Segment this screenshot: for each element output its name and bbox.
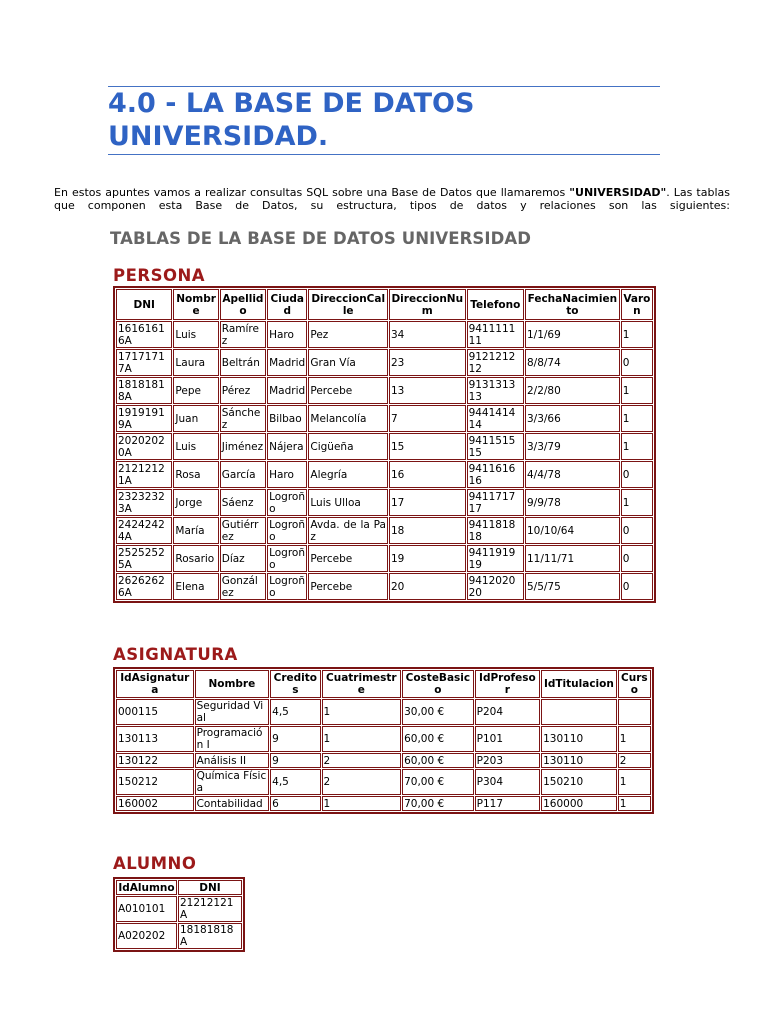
table-row [116,573,653,600]
table-cell: 60,00 € [402,753,474,768]
table-cell: P304 [475,769,540,795]
asignatura-header-cell: IdProfesor [475,670,540,698]
table-cell: 13 [389,377,466,404]
table-cell: P203 [475,753,540,768]
table-cell: 130110 [541,726,617,752]
table-cell: 941181818 [467,517,524,544]
table-row [116,769,651,795]
asignatura-header-cell: Nombre [195,670,270,698]
table-cell: Luis [173,433,218,460]
table-row [116,489,653,516]
table-cell: 1 [621,377,653,404]
table-cell [618,699,651,725]
table-cell: 25252525A [116,545,172,572]
table-cell: 34 [389,321,466,348]
table-cell: 130113 [116,726,194,752]
table-cell: Rosa [173,461,218,488]
table-cell: 150210 [541,769,617,795]
table-cell: 4/4/78 [525,461,620,488]
table-cell: 23232323A [116,489,172,516]
table-cell: 912121212 [467,349,524,376]
table-cell: 941171717 [467,489,524,516]
asignatura-header-cell: Curso [618,670,651,698]
table-cell: A020202 [116,923,177,949]
table-cell: Rosario [173,545,218,572]
table-cell: 1 [621,405,653,432]
table-cell: Logroño [267,517,307,544]
table-cell: 1/1/69 [525,321,620,348]
table-row [116,545,653,572]
intro-db-name: "UNIVERSIDAD" [569,186,667,199]
table-cell: Química Física [195,769,270,795]
section-subtitle: TABLAS DE LA BASE DE DATOS UNIVERSIDAD [110,229,532,248]
table-cell: Pérez [220,377,266,404]
table-cell: 941191919 [467,545,524,572]
table-cell: 1 [618,726,651,752]
table-cell: Análisis II [195,753,270,768]
asignatura-header-cell: Creditos [270,670,320,698]
asignatura-header-cell: CosteBasico [402,670,474,698]
alumno-header-row [116,880,242,895]
persona-header-cell: Nombre [173,289,218,320]
table-cell: 23 [389,349,466,376]
intro-text-before: En estos apuntes vamos a realizar consultas SQL sobre una Base de Datos que llamaremos [54,186,570,199]
table-row [116,896,242,922]
table-cell: 0 [621,573,653,600]
table-cell: 130110 [541,753,617,768]
table-cell: 000115 [116,699,194,725]
table-cell: 941161616 [467,461,524,488]
table-cell: Percebe [308,545,388,572]
table-cell: Melancolía [308,405,388,432]
table-cell: 1 [322,699,402,725]
table-cell: 7 [389,405,466,432]
table-cell: 20 [389,573,466,600]
persona-header-cell: Telefono [467,289,524,320]
table-cell: Gutiérrez [220,517,266,544]
table-cell: Bilbao [267,405,307,432]
table-cell: Elena [173,573,218,600]
table-cell: Luis Ulloa [308,489,388,516]
table-cell: 21212121A [116,461,172,488]
table-cell: 18181818A [178,923,242,949]
table-cell: 5/5/75 [525,573,620,600]
table-cell: 9 [270,726,320,752]
asignatura-header-cell: Cuatrimestre [322,670,402,698]
table-row [116,377,653,404]
table-cell: Sáenz [220,489,266,516]
table-cell: 60,00 € [402,726,474,752]
alumno-table [113,877,245,952]
table-cell: 3/3/66 [525,405,620,432]
persona-table-body [116,289,653,600]
asignatura-title: ASIGNATURA [113,645,238,664]
alumno-table-body [116,880,242,949]
table-cell: 1 [618,769,651,795]
table-row [116,923,242,949]
alumno-title: ALUMNO [113,854,197,873]
table-row [116,433,653,460]
table-cell: 913131313 [467,377,524,404]
asignatura-table-body [116,670,651,811]
table-cell: 1 [322,726,402,752]
table-cell: 70,00 € [402,769,474,795]
table-cell: 16 [389,461,466,488]
table-cell: Madrid [267,377,307,404]
table-row [116,726,651,752]
table-cell: 944141414 [467,405,524,432]
table-cell: 19 [389,545,466,572]
table-cell: Programación I [195,726,270,752]
table-cell: Cigüeña [308,433,388,460]
table-cell: Jorge [173,489,218,516]
table-row [116,405,653,432]
table-cell: 20202020A [116,433,172,460]
table-cell: 130122 [116,753,194,768]
table-row [116,753,651,768]
persona-header-cell: Ciudad [267,289,307,320]
table-cell: 941202020 [467,573,524,600]
table-cell [541,699,617,725]
table-cell: Logroño [267,489,307,516]
table-row [116,349,653,376]
table-cell: 150212 [116,769,194,795]
table-row [116,321,653,348]
table-cell: 3/3/79 [525,433,620,460]
alumno-header-cell: DNI [178,880,242,895]
table-cell: Luis [173,321,218,348]
table-cell: Pepe [173,377,218,404]
table-cell: 0 [621,517,653,544]
asignatura-table [113,667,654,814]
table-cell: 9/9/78 [525,489,620,516]
table-cell: P117 [475,796,540,811]
table-cell: 941151515 [467,433,524,460]
table-cell: Seguridad Vial [195,699,270,725]
table-cell: Logroño [267,545,307,572]
table-cell: 18181818A [116,377,172,404]
asignatura-header-cell: IdAsignatura [116,670,194,698]
table-row [116,699,651,725]
table-cell: 2 [322,769,402,795]
table-cell: 1 [621,321,653,348]
page-title: 4.0 - LA BASE DE DATOS UNIVERSIDAD. [108,88,475,152]
table-cell: 2 [322,753,402,768]
table-cell: Percebe [308,377,388,404]
table-cell: García [220,461,266,488]
table-cell: 160002 [116,796,194,811]
persona-header-cell: Varon [621,289,653,320]
table-cell: Sánchez [220,405,266,432]
intro-paragraph [54,186,730,212]
table-cell: A010101 [116,896,177,922]
alumno-header-cell: IdAlumno [116,880,177,895]
table-cell: 0 [621,461,653,488]
table-cell: 8/8/74 [525,349,620,376]
table-cell: 4,5 [270,769,320,795]
table-cell: 30,00 € [402,699,474,725]
table-cell: 4,5 [270,699,320,725]
table-cell: Ramírez [220,321,266,348]
table-cell: 70,00 € [402,796,474,811]
table-cell: María [173,517,218,544]
table-cell: 9 [270,753,320,768]
table-cell: 1 [322,796,402,811]
table-cell: P101 [475,726,540,752]
table-cell: 16161616A [116,321,172,348]
table-cell: Avda. de la Paz [310,518,386,543]
table-cell: 21212121A [178,896,242,922]
table-cell: 0 [621,545,653,572]
table-row [116,796,651,811]
table-cell: Haro [267,321,307,348]
table-cell: Haro [267,461,307,488]
intro-text-after: . Las tablas que componen esta Base de Datos, su estructura, tipos de datos y relaciones son las siguientes: [54,186,730,212]
table-cell: Percebe [308,573,388,600]
table-cell: Nájera [267,433,307,460]
table-cell: Beltrán [220,349,266,376]
table-cell: Logroño [267,573,307,600]
table-cell: 0 [621,349,653,376]
title-rule-bottom [108,154,660,155]
table-cell: Juan [173,405,218,432]
persona-table [113,286,656,603]
table-cell: 26262626A [116,573,172,600]
table-cell: González [220,573,266,600]
table-cell: 1 [621,489,653,516]
table-cell: 2/2/80 [525,377,620,404]
table-cell: 6 [270,796,320,811]
table-cell: 160000 [541,796,617,811]
persona-header-cell: Apellido [220,289,266,320]
table-cell: Jiménez [220,433,266,460]
table-cell: Díaz [220,545,266,572]
persona-header-cell: DNI [116,289,172,320]
table-cell: Alegría [308,461,388,488]
persona-header-cell: DireccionNum [389,289,466,320]
table-cell: 17171717A [116,349,172,376]
table-cell: 11/11/71 [525,545,620,572]
table-cell: Madrid [267,349,307,376]
persona-header-cell: DireccionCalle [308,289,388,320]
table-row [116,461,653,488]
table-cell: Gran Vía [308,349,388,376]
asignatura-header-cell: IdTitulacion [541,670,617,698]
table-cell: 1 [618,796,651,811]
table-cell: Pez [308,321,388,348]
table-cell: 19191919A [116,405,172,432]
table-cell: 1 [621,433,653,460]
table-cell: 2 [618,753,651,768]
table-cell: 24242424A [116,517,172,544]
table-cell: 18 [389,517,466,544]
asignatura-header-row [116,670,651,698]
table-row [116,517,653,544]
table-cell: P204 [475,699,540,725]
table-cell: 17 [389,489,466,516]
persona-header-cell: FechaNacimiento [525,289,620,320]
table-cell: 941111111 [467,321,524,348]
table-cell: Laura [173,349,218,376]
table-cell: 10/10/64 [525,517,620,544]
table-cell: Contabilidad [195,796,270,811]
persona-title: PERSONA [113,266,206,285]
persona-header-row [116,289,653,320]
table-cell: 15 [389,433,466,460]
